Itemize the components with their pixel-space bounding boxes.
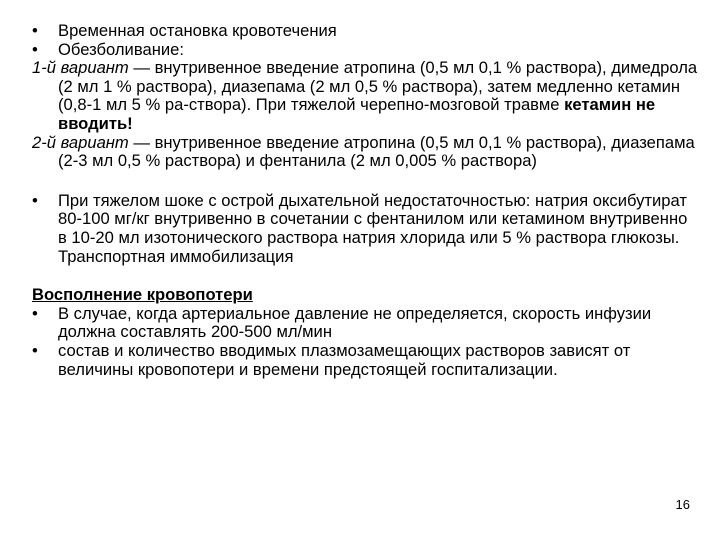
- spacer: [32, 266, 700, 286]
- bullet-text: Обезболивание:: [58, 39, 184, 59]
- bullet-plasma-solutions: [32, 342, 700, 379]
- bullet-marker: •: [32, 21, 38, 40]
- bullet-severe-shock: [32, 192, 700, 266]
- bullet-text: Временная остановка кровотечения: [58, 21, 337, 40]
- bullet-marker: •: [32, 39, 38, 59]
- variant-2: [32, 134, 700, 171]
- bullet-marker: •: [32, 340, 38, 360]
- bullet-marker: •: [32, 303, 38, 323]
- variant-1: [32, 59, 700, 133]
- bullet-analgesia: [32, 41, 700, 60]
- variant-1-warning: кетамин не вводить!: [58, 95, 656, 133]
- variant-1-text: — внутривенное введение атропина (0,5 мл 0,1 % раствора), димедрола (2 мл 1 % раствора), диазепама (2 мл 0,5 % раствора), затем медленно кетамин (0,8-1 мл 5 % ра-створа). При тяжелой черепно-мозговой травме: [58, 58, 698, 115]
- bullet-text: В случае, когда артериальное давление не определяется, скорость инфузии должна составлять 200-500 мл/мин: [58, 303, 652, 342]
- slide-content: [32, 22, 700, 379]
- variant-2-text: — внутривенное введение атропина (0,5 мл 0,1 % раствора), диазепама (2-3 мл 0,5 % раствора) и фентанила (2 мл 0,005 % раствора): [58, 132, 695, 171]
- bullet-infusion-rate: [32, 305, 700, 342]
- page-number: 16: [675, 497, 690, 512]
- spacer: [32, 171, 700, 192]
- section-heading-blood-loss: Восполнение кровопотери: [32, 285, 253, 305]
- variant-1-label: 1-й вариант: [32, 58, 129, 78]
- bullet-text: состав и количество вводимых плазмозамещающих растворов зависят от величины кровопотери и времени предстоящей госпитализации.: [58, 340, 631, 379]
- bullet-marker: •: [32, 190, 38, 210]
- bullet-text: При тяжелом шоке с острой дыхательной недостаточностью: натрия оксибутират 80-100 мг/кг внутривенно в сочетании с фентанилом или кетамином внутривенно в 10-20 мл изотонического раствора натрия хлорида или 5 % раствора глюкозы. Транспортная иммобилизация: [58, 190, 688, 266]
- variant-2-label: 2-й вариант: [32, 132, 129, 152]
- bullet-bleeding-stop: [32, 22, 700, 41]
